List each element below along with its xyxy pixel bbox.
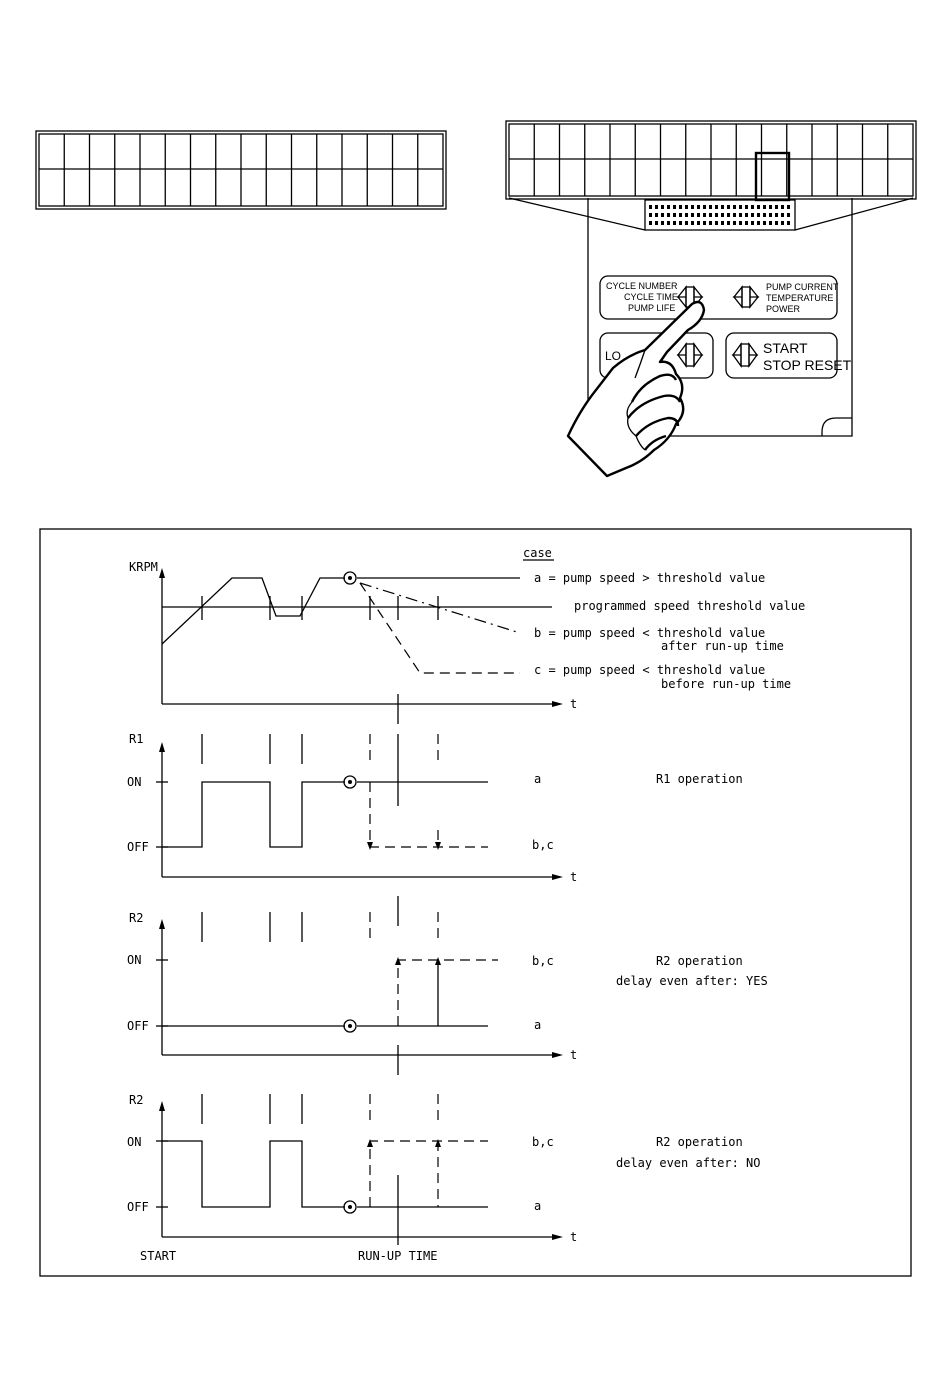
connector-pin xyxy=(769,205,772,209)
start-stop-key[interactable] xyxy=(733,344,757,366)
connector-pin xyxy=(649,213,652,217)
connector-pin xyxy=(721,205,724,209)
connector-pin xyxy=(709,221,712,225)
connector-pin xyxy=(787,205,790,209)
connector-pin xyxy=(673,221,676,225)
case-c-subtext: before run-up time xyxy=(661,677,792,691)
pump-select-key[interactable] xyxy=(734,287,758,307)
connector-pin xyxy=(715,205,718,209)
left-right-arrow-icon xyxy=(678,344,702,366)
r2-axis-label: R2 xyxy=(129,911,144,925)
case-bc-marker: b,c xyxy=(532,1135,554,1149)
delay-no-label: delay even after: NO xyxy=(616,1156,761,1170)
connector-pin xyxy=(715,213,718,217)
on-level-label: ON xyxy=(127,775,142,789)
event-marker xyxy=(344,572,356,584)
connector-pin xyxy=(655,205,658,209)
connector-pin xyxy=(661,205,664,209)
connector-pin xyxy=(691,205,694,209)
connector-pin xyxy=(697,213,700,217)
t-axis-label: t xyxy=(570,870,578,884)
pump-current-label: PUMP CURRENT xyxy=(766,282,839,292)
connector-pin xyxy=(649,205,652,209)
cycle-time-label: CYCLE TIME xyxy=(624,292,678,302)
connector-pin xyxy=(769,213,772,217)
connector-pin xyxy=(763,221,766,225)
connector-pin xyxy=(781,205,784,209)
case-b-subtext: after run-up time xyxy=(661,639,784,653)
connector-pin xyxy=(703,221,706,225)
on-level-label: ON xyxy=(127,1135,142,1149)
connector-pin xyxy=(697,221,700,225)
case-a-marker: a xyxy=(534,772,542,786)
connector-pin xyxy=(703,205,706,209)
connector-pin xyxy=(667,221,670,225)
connector-pin xyxy=(679,213,682,217)
connector-pin xyxy=(763,213,766,217)
case-a-marker: a xyxy=(534,1018,542,1032)
controller-front-panel xyxy=(509,198,913,476)
connector-pin xyxy=(649,221,652,225)
connector-pin xyxy=(733,221,736,225)
krpm-axis-label: KRPM xyxy=(129,560,158,574)
connector-pin xyxy=(691,221,694,225)
connector-pin xyxy=(697,205,700,209)
stop-reset-label: STOP RESET xyxy=(763,357,852,373)
connector-pin xyxy=(655,221,658,225)
connector-pin xyxy=(787,221,790,225)
connector-pin xyxy=(721,221,724,225)
connector-pin xyxy=(685,213,688,217)
connector-pin xyxy=(739,205,742,209)
left-right-arrow-icon xyxy=(733,344,757,366)
start-label: START xyxy=(763,340,808,356)
speed-curve-case-c xyxy=(360,583,520,673)
event-marker xyxy=(344,1020,356,1032)
connector-pin xyxy=(679,205,682,209)
power-label: POWER xyxy=(766,304,801,314)
connector-pin xyxy=(727,205,730,209)
connector-pin xyxy=(667,205,670,209)
connector-pin xyxy=(757,213,760,217)
connector-pin xyxy=(781,213,784,217)
connector-pin xyxy=(655,213,658,217)
r2-state-line-case-bc xyxy=(370,1141,488,1207)
delay-yes-label: delay even after: YES xyxy=(616,974,768,988)
connector-pin xyxy=(751,205,754,209)
case-bc-marker: b,c xyxy=(532,838,554,852)
connector-pin xyxy=(781,221,784,225)
connector-pin xyxy=(763,205,766,209)
r1-operation-label: R1 operation xyxy=(656,772,743,786)
threshold-label: programmed speed threshold value xyxy=(574,599,806,613)
lo-key[interactable] xyxy=(678,344,702,366)
connector-pin xyxy=(727,221,730,225)
connector-pin xyxy=(775,213,778,217)
connector-pin xyxy=(709,213,712,217)
speed-chart xyxy=(129,560,805,724)
start-time-label: START xyxy=(140,1249,177,1263)
speed-curve xyxy=(162,578,345,644)
connector-pin xyxy=(751,221,754,225)
t-axis-label: t xyxy=(570,1230,578,1244)
r2-state-line xyxy=(162,1141,345,1207)
case-a-marker: a xyxy=(534,1199,542,1213)
r2-relay-chart-delay-yes xyxy=(127,896,768,1075)
case-bc-marker: b,c xyxy=(532,954,554,968)
run-up-time-label: RUN-UP TIME xyxy=(358,1249,438,1263)
connector-pin xyxy=(715,221,718,225)
connector-pin xyxy=(709,205,712,209)
r2-operation-label: R2 operation xyxy=(656,1135,743,1149)
off-level-label: OFF xyxy=(127,1019,149,1033)
connector-pin xyxy=(775,205,778,209)
case-heading: case xyxy=(523,546,552,560)
connector-pin xyxy=(745,205,748,209)
speed-curve-case-b xyxy=(360,583,520,633)
r1-state-line xyxy=(162,782,345,847)
connector-pin xyxy=(661,213,664,217)
r1-state-line-case-bc xyxy=(370,782,488,847)
r2-state-line-case-bc xyxy=(398,960,498,1026)
connector-pin xyxy=(685,205,688,209)
r2-relay-chart-delay-no xyxy=(127,1093,761,1263)
connector-pin xyxy=(769,221,772,225)
lcd-display-right xyxy=(506,121,916,200)
lo-label: LO xyxy=(605,349,622,363)
connector-pin xyxy=(745,221,748,225)
cycle-number-label: CYCLE NUMBER xyxy=(606,281,678,291)
temperature-label: TEMPERATURE xyxy=(766,293,834,303)
connector-pin xyxy=(775,221,778,225)
event-marker xyxy=(344,1201,356,1213)
off-level-label: OFF xyxy=(127,840,149,854)
t-axis-label: t xyxy=(570,1048,578,1062)
r1-relay-chart xyxy=(127,732,743,884)
connector-pin xyxy=(703,213,706,217)
connector-pin xyxy=(667,213,670,217)
connector-pin xyxy=(733,213,736,217)
connector-pin xyxy=(757,205,760,209)
r2-operation-label: R2 operation xyxy=(656,954,743,968)
connector-pin xyxy=(721,213,724,217)
connector-pin xyxy=(727,213,730,217)
event-marker xyxy=(344,776,356,788)
connector-pin xyxy=(685,221,688,225)
connector-pin xyxy=(691,213,694,217)
t-axis-label: t xyxy=(570,697,578,711)
connector-pin xyxy=(661,221,664,225)
left-right-arrow-icon xyxy=(734,287,758,307)
connector-pin xyxy=(733,205,736,209)
connector-pin xyxy=(739,213,742,217)
connector-pin xyxy=(739,221,742,225)
case-c-text: c = pump speed < threshold value xyxy=(534,663,766,677)
connector-pin xyxy=(751,213,754,217)
connector-pin xyxy=(745,213,748,217)
case-b-text: b = pump speed < threshold value xyxy=(534,626,766,640)
connector-pin xyxy=(679,221,682,225)
connector-pin xyxy=(673,205,676,209)
connector-pin xyxy=(673,213,676,217)
lcd-display-left xyxy=(36,131,446,209)
connector-pin xyxy=(757,221,760,225)
r1-axis-label: R1 xyxy=(129,732,144,746)
pump-life-label: PUMP LIFE xyxy=(628,303,676,313)
on-level-label: ON xyxy=(127,953,142,967)
connector-pin xyxy=(787,213,790,217)
r2-axis-label: R2 xyxy=(129,1093,144,1107)
case-a-text: a = pump speed > threshold value xyxy=(534,571,766,585)
off-level-label: OFF xyxy=(127,1200,149,1214)
